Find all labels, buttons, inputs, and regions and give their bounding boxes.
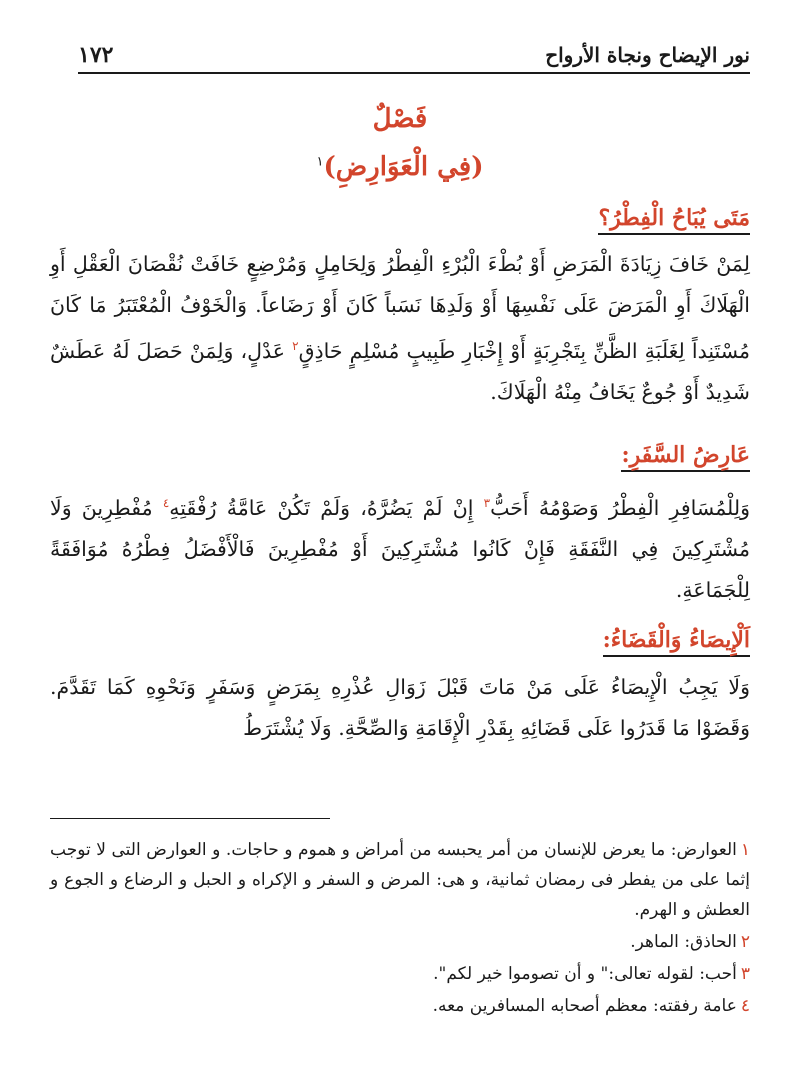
footnote-number: ٢	[740, 932, 750, 952]
paragraph-illness-text-a: لِمَنْ خَافَ زِيَادَةَ الْمَرَضِ أَوْ بُطْءَ الْبُرْءِ الْفِطْرُ وَلِحَامِلٍ وَمُرْضِعٍ خَافَتْ نُقْصَانَ الْعَقْلِ أَوِ الْهَلَاكَ أَوِ الْمَرَضَ عَلَى نَفْسِهَا أَوْ وَلَدِهَا نَسَباً كَانَ أَوْ رَضَاعاً. وَالْخَوْفُ الْمُعْتَبَرُ مَا كَانَ مُسْتَنِداً لِغَلَبَةِ الظَّنِّ بِتَجْرِبَةٍ أَوْ إِخْبَارِ طَبِيبٍ مُسْلِمٍ حَاذِقٍ	[50, 252, 750, 363]
footnote-ref-2: ٢	[292, 339, 299, 353]
footnote-text: الحاذق: الماهر.	[630, 932, 737, 952]
paragraph-travel-text-c: مُفْطِرِينَ وَلَا مُشْتَرِكِينَ فِي النَّفَقَةِ فَإِنْ كَانُوا مُشْتَرِكِينَ أَوْ مُفْطِرِينَ فَالْأَفْضَلُ فِطْرُهُ مُوَافَقَةً لِلْجَمَاعَةِ.	[50, 495, 750, 602]
footnote-ref-4: ٤	[162, 496, 170, 510]
footnote-text: العوارض: ما يعرض للإنسان من أمر يحبسه من أمراض و هموم و حاجات. و العوارض التى لا توجب إثما على من يفطر فى رمضان ثمانية، و هى: المرض و السفر و الإكراه و الحبل و الرضاع و الجوع و العطش و الهرم.	[50, 840, 750, 920]
footnote-number: ٤	[740, 996, 750, 1016]
footnote-ref-1: ١	[316, 154, 324, 170]
footnote-number: ٣	[740, 964, 750, 984]
heading-when-fasting-break-allowed: مَتَى يُبَاحُ الْفِطْرُ؟	[598, 205, 750, 235]
book-title: نور الإيضاح ونجاة الأرواح	[545, 43, 750, 67]
section-subtitle	[0, 152, 800, 182]
page-header	[78, 38, 750, 74]
paragraph-bequest: وَلَا يَجِبُ الْإِيصَاءُ عَلَى مَنْ مَاتَ قَبْلَ زَوَالِ عُذْرِهِ بِمَرَضٍ وَسَفَرٍ وَنَحْوِهِ كَمَا تَقَدَّمَ. وَقَضَوْا مَا قَدَرُوا عَلَى قَضَائِهِ بِقَدْرِ الْإِقَامَةِ وَالصِّحَّةِ. وَلَا يُشْتَرَطُ	[50, 675, 750, 740]
footnote-text: عامة رفقته: معظم أصحابه المسافرين معه.	[432, 996, 737, 1016]
paragraph-illness	[50, 244, 750, 413]
paragraph-travel-text-a: وَلِلْمُسَافِرِ الْفِطْرُ وَصَوْمُهُ أَحَبُّ	[490, 495, 750, 520]
heading-bequest-and-makeup: اَلْإِيصَاءُ وَالْقَضَاءُ:	[603, 627, 750, 657]
section-title: فَصْلٌ	[372, 104, 428, 134]
paragraph-travel	[50, 483, 750, 611]
footnote-divider	[50, 818, 330, 819]
footnote-2	[50, 927, 750, 957]
footnotes	[50, 835, 750, 1023]
footnote-text: أحب: لقوله تعالى:" و أن تصوموا خير لكم".	[433, 964, 737, 984]
page-number: ١٧٢	[78, 42, 114, 68]
paragraph-travel-text-b: إِنْ لَمْ يَضُرَّهُ، وَلَمْ تَكُنْ عَامَّةُ رُفْقَتِهِ	[169, 495, 484, 520]
heading-travel: عَارِضُ السَّفَرِ:	[621, 442, 750, 472]
section-subtitle-text: (فِي الْعَوَارِضِ)	[323, 152, 484, 182]
paragraph-illness-text-b: عَدْلٍ، وَلِمَنْ حَصَلَ لَهُ عَطَشٌ شَدِيدٌ أَوْ جُوعٌ يَخَافُ مِنْهُ الْهَلَاكَ.	[50, 338, 750, 404]
footnote-4	[50, 991, 750, 1021]
footnote-number: ١	[740, 840, 750, 860]
footnote-3	[50, 959, 750, 989]
footnote-ref-3: ٣	[483, 496, 491, 510]
footnote-1	[50, 835, 750, 925]
